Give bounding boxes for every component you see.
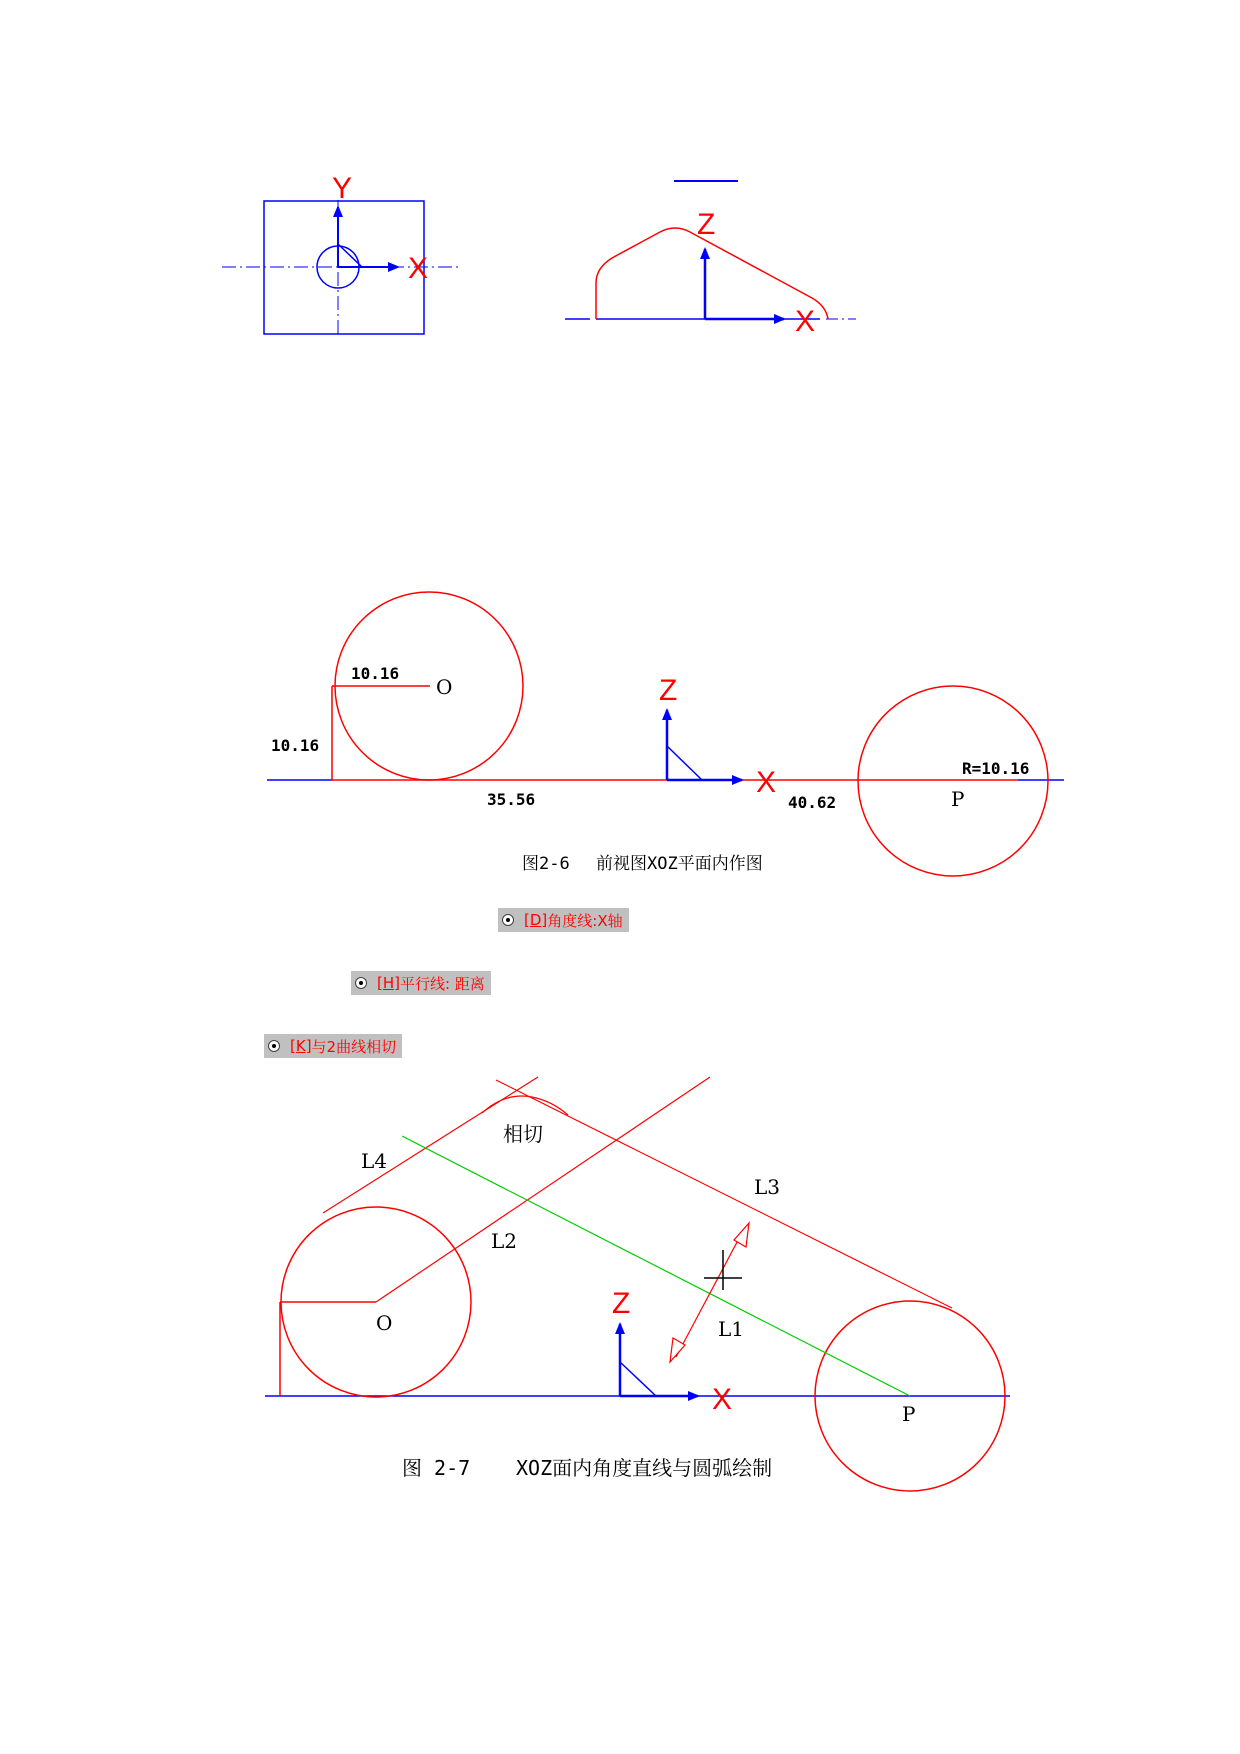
- option-parallel-line[interactable]: [351, 971, 491, 995]
- fig7-offset-arrowhead-bottom: [670, 1338, 685, 1362]
- fig6-caption-number: 图2-6: [522, 854, 570, 874]
- fig7-caption-text: XOZ面内角度直线与圆弧绘制: [516, 1456, 773, 1480]
- plan-diagonal: [338, 244, 362, 267]
- fig6-caption-text: 前视图XOZ平面内作图: [596, 854, 763, 874]
- fig7-x-label: X: [712, 1383, 733, 1416]
- fig6-x-label: X: [756, 766, 777, 799]
- fig7-tangent-arc: [482, 1096, 568, 1115]
- option-parallel-line-text: 平行线: 距离: [399, 974, 485, 993]
- fig7-caption-number: 图 2-7: [402, 1456, 471, 1480]
- fig7-line-l3: [496, 1080, 952, 1308]
- fig6-dim-radius: 10.16: [351, 664, 400, 683]
- fig7-label-l1: L1: [718, 1317, 745, 1341]
- front-x-label: X: [795, 305, 816, 338]
- fig7-label-l3: L3: [754, 1175, 781, 1199]
- fig6-axis-diagonal: [667, 746, 702, 780]
- plan-y-label: Y: [332, 172, 353, 205]
- option-tangent-key: [K]: [290, 1037, 312, 1055]
- figure-2-7: [265, 1077, 1010, 1491]
- fig7-label-p: P: [902, 1402, 916, 1426]
- option-angle-line-text: 角度线:X轴: [547, 911, 623, 930]
- option-angle-line-key: [D]: [524, 911, 548, 929]
- fig7-line-l1: [402, 1136, 910, 1396]
- figure-2-6: [267, 592, 1064, 876]
- front-profile: [596, 228, 828, 319]
- fig7-label-o: O: [376, 1311, 393, 1335]
- fig7-z-label: Z: [612, 1287, 631, 1320]
- fig7-label-l2: L2: [491, 1229, 518, 1253]
- radio-selected-icon: [502, 914, 514, 926]
- radio-selected-icon: [268, 1040, 280, 1052]
- plan-x-label: X: [408, 252, 429, 285]
- option-parallel-line-key: [H]: [377, 974, 400, 992]
- radio-selected-icon: [355, 977, 367, 989]
- fig6-circle-p: [858, 686, 1048, 876]
- fig6-dim-right: 40.62: [788, 793, 837, 812]
- front-view: [565, 181, 856, 338]
- fig6-dim-left: 10.16: [271, 736, 320, 755]
- option-angle-line[interactable]: [498, 908, 629, 932]
- fig7-axis-diagonal: [620, 1362, 656, 1396]
- plan-view: [222, 172, 458, 336]
- fig6-label-o: O: [436, 675, 453, 699]
- fig6-radius-label: R=10.16: [962, 759, 1030, 778]
- fig6-z-label: Z: [659, 674, 678, 707]
- fig6-dim-bottom: 35.56: [487, 790, 536, 809]
- fig6-label-p: P: [951, 787, 965, 811]
- option-tangent-two-curves[interactable]: [264, 1034, 402, 1058]
- option-tangent-text: 与2曲线相切: [311, 1037, 397, 1056]
- fig7-label-l4: L4: [361, 1149, 388, 1173]
- front-z-label: Z: [697, 208, 716, 241]
- fig7-label-tangent: 相切: [503, 1122, 543, 1146]
